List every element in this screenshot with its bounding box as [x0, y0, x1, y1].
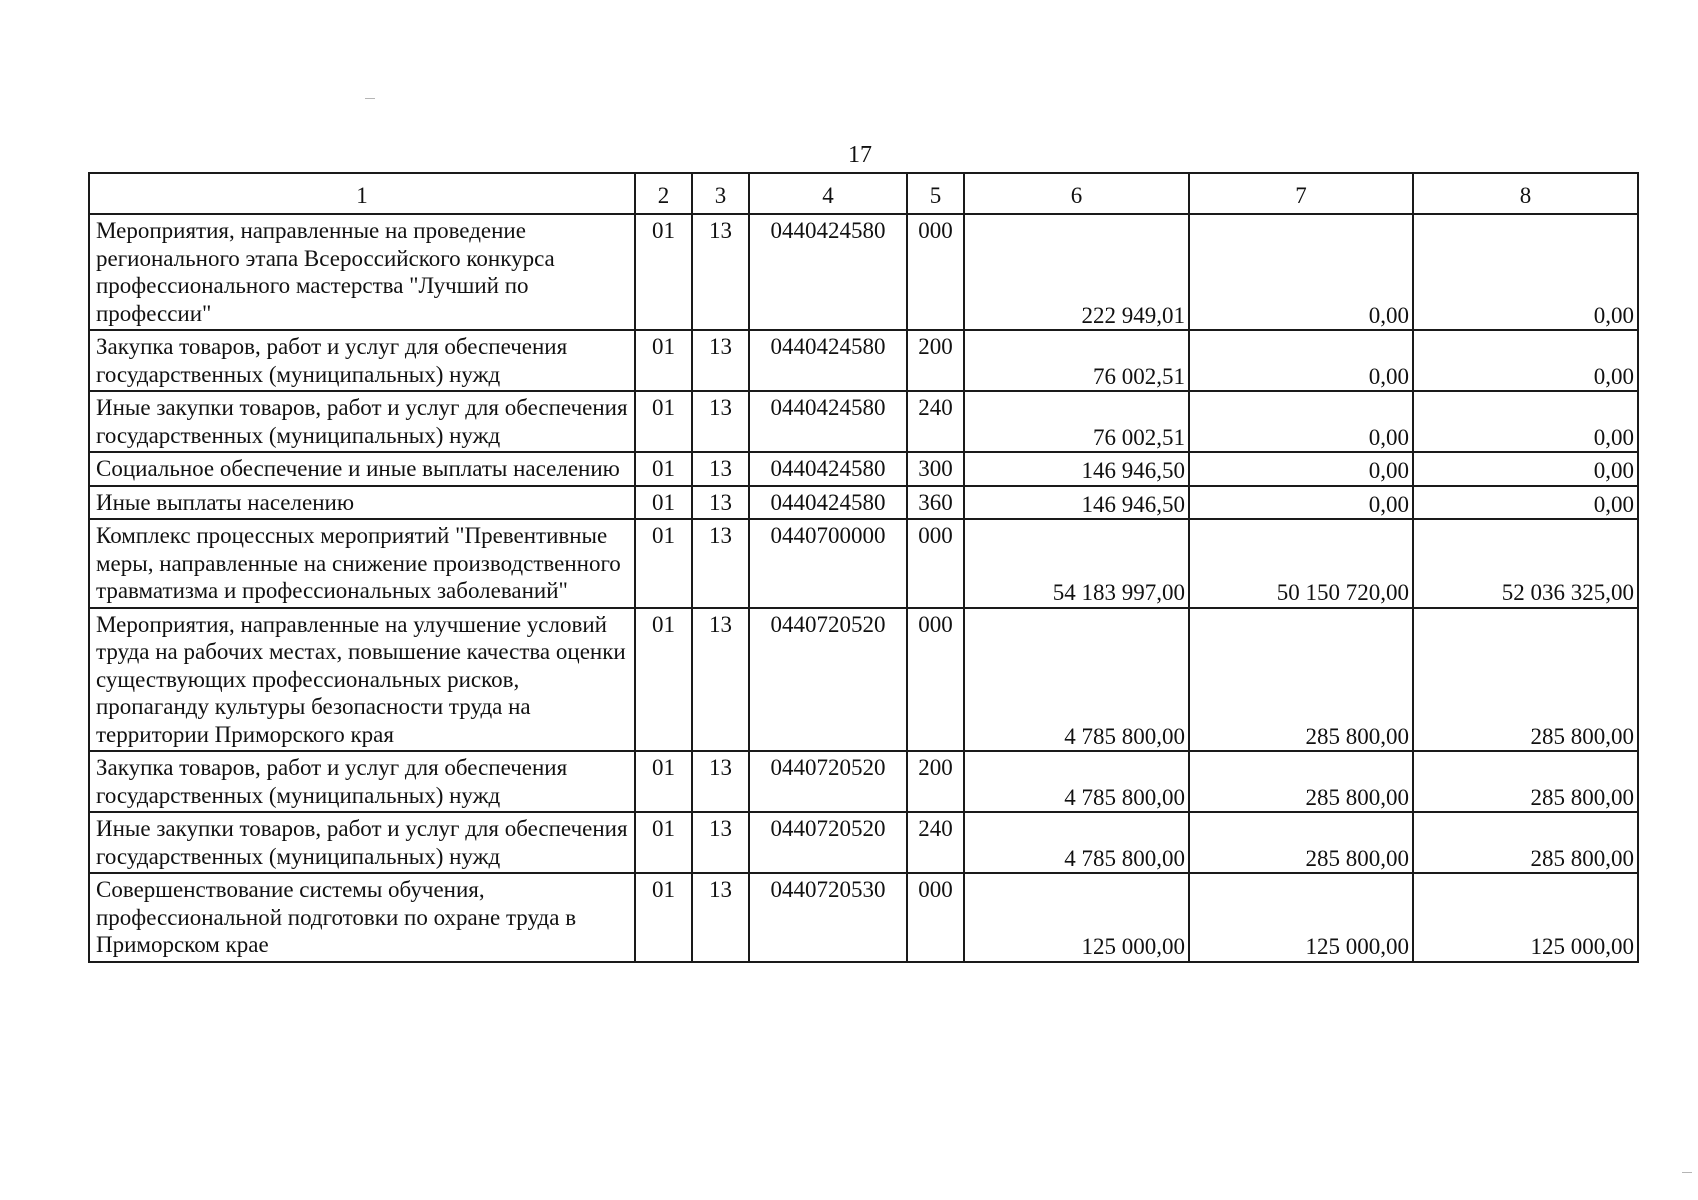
amount-col-7: 125 000,00	[1189, 873, 1413, 962]
amount-col-7: 50 150 720,00	[1189, 519, 1413, 608]
table-row	[89, 486, 1638, 520]
subsection-code: 13	[692, 608, 749, 752]
amount-col-7: 0,00	[1189, 452, 1413, 486]
item-name: Комплекс процессных мероприятий "Превентивные меры, направленные на снижение производственного травматизма и профессиональных заболеваний"	[89, 519, 635, 608]
amount-col-8: 285 800,00	[1413, 751, 1638, 812]
amount-col-8: 125 000,00	[1413, 873, 1638, 962]
item-name: Социальное обеспечение и иные выплаты населению	[89, 452, 635, 486]
amount-col-8: 0,00	[1413, 452, 1638, 486]
item-name: Иные закупки товаров, работ и услуг для обеспечения государственных (муниципальных) нужд	[89, 391, 635, 452]
table-row	[89, 391, 1638, 452]
amount-col-6: 76 002,51	[964, 330, 1189, 391]
amount-col-7: 285 800,00	[1189, 608, 1413, 752]
amount-col-6: 4 785 800,00	[964, 608, 1189, 752]
table-body	[89, 214, 1638, 962]
item-name: Иные выплаты населению	[89, 486, 635, 520]
target-article-code: 0440424580	[749, 486, 907, 520]
amount-col-7: 0,00	[1189, 486, 1413, 520]
scan-artifact	[1682, 1172, 1692, 1173]
amount-col-6: 4 785 800,00	[964, 812, 1189, 873]
amount-col-7: 0,00	[1189, 391, 1413, 452]
amount-col-6: 76 002,51	[964, 391, 1189, 452]
expense-type-code: 000	[907, 214, 964, 330]
amount-col-7: 0,00	[1189, 330, 1413, 391]
column-header: 6	[964, 173, 1189, 214]
section-code: 01	[635, 214, 692, 330]
expense-type-code: 240	[907, 812, 964, 873]
expense-type-code: 000	[907, 873, 964, 962]
amount-col-8: 285 800,00	[1413, 812, 1638, 873]
column-header: 3	[692, 173, 749, 214]
target-article-code: 0440700000	[749, 519, 907, 608]
amount-col-8: 0,00	[1413, 214, 1638, 330]
item-name: Совершенствование системы обучения, профессиональной подготовки по охране труда в Приморском крае	[89, 873, 635, 962]
amount-col-8: 52 036 325,00	[1413, 519, 1638, 608]
section-code: 01	[635, 330, 692, 391]
subsection-code: 13	[692, 812, 749, 873]
amount-col-6: 4 785 800,00	[964, 751, 1189, 812]
subsection-code: 13	[692, 486, 749, 520]
section-code: 01	[635, 452, 692, 486]
subsection-code: 13	[692, 330, 749, 391]
section-code: 01	[635, 486, 692, 520]
amount-col-8: 285 800,00	[1413, 608, 1638, 752]
section-code: 01	[635, 519, 692, 608]
expense-type-code: 300	[907, 452, 964, 486]
expense-type-code: 200	[907, 330, 964, 391]
expense-type-code: 240	[907, 391, 964, 452]
expense-type-code: 000	[907, 608, 964, 752]
amount-col-7: 0,00	[1189, 214, 1413, 330]
budget-table	[88, 172, 1639, 963]
target-article-code: 0440720520	[749, 812, 907, 873]
table-row	[89, 873, 1638, 962]
table-row	[89, 330, 1638, 391]
amount-col-6: 125 000,00	[964, 873, 1189, 962]
target-article-code: 0440720520	[749, 751, 907, 812]
column-header: 4	[749, 173, 907, 214]
amount-col-8: 0,00	[1413, 330, 1638, 391]
expense-type-code: 000	[907, 519, 964, 608]
amount-col-7: 285 800,00	[1189, 812, 1413, 873]
table-row	[89, 751, 1638, 812]
target-article-code: 0440424580	[749, 330, 907, 391]
amount-col-8: 0,00	[1413, 391, 1638, 452]
item-name: Иные закупки товаров, работ и услуг для обеспечения государственных (муниципальных) нужд	[89, 812, 635, 873]
subsection-code: 13	[692, 873, 749, 962]
target-article-code: 0440720530	[749, 873, 907, 962]
target-article-code: 0440424580	[749, 452, 907, 486]
subsection-code: 13	[692, 519, 749, 608]
page-number: 17	[848, 142, 872, 168]
table-row	[89, 452, 1638, 486]
table-header	[89, 173, 1638, 214]
column-header: 2	[635, 173, 692, 214]
section-code: 01	[635, 391, 692, 452]
section-code: 01	[635, 751, 692, 812]
subsection-code: 13	[692, 751, 749, 812]
expense-type-code: 360	[907, 486, 964, 520]
scan-artifact	[365, 98, 375, 99]
subsection-code: 13	[692, 391, 749, 452]
amount-col-6: 222 949,01	[964, 214, 1189, 330]
header-row	[89, 173, 1638, 214]
item-name: Закупка товаров, работ и услуг для обеспечения государственных (муниципальных) нужд	[89, 330, 635, 391]
amount-col-8: 0,00	[1413, 486, 1638, 520]
amount-col-7: 285 800,00	[1189, 751, 1413, 812]
section-code: 01	[635, 608, 692, 752]
item-name: Мероприятия, направленные на проведение регионального этапа Всероссийского конкурса профессионального мастерства "Лучший по профессии"	[89, 214, 635, 330]
column-header: 7	[1189, 173, 1413, 214]
amount-col-6: 146 946,50	[964, 452, 1189, 486]
target-article-code: 0440424580	[749, 214, 907, 330]
column-header: 1	[89, 173, 635, 214]
table-row	[89, 214, 1638, 330]
table-row	[89, 519, 1638, 608]
subsection-code: 13	[692, 452, 749, 486]
item-name: Закупка товаров, работ и услуг для обеспечения государственных (муниципальных) нужд	[89, 751, 635, 812]
column-header: 5	[907, 173, 964, 214]
amount-col-6: 146 946,50	[964, 486, 1189, 520]
table-row	[89, 812, 1638, 873]
amount-col-6: 54 183 997,00	[964, 519, 1189, 608]
target-article-code: 0440424580	[749, 391, 907, 452]
section-code: 01	[635, 873, 692, 962]
subsection-code: 13	[692, 214, 749, 330]
section-code: 01	[635, 812, 692, 873]
expense-type-code: 200	[907, 751, 964, 812]
item-name: Мероприятия, направленные на улучшение условий труда на рабочих местах, повышение качества оценки существующих профессиональных рисков, пропаганду культуры безопасности труда на территории Приморского края	[89, 608, 635, 752]
target-article-code: 0440720520	[749, 608, 907, 752]
column-header: 8	[1413, 173, 1638, 214]
table-row	[89, 608, 1638, 752]
